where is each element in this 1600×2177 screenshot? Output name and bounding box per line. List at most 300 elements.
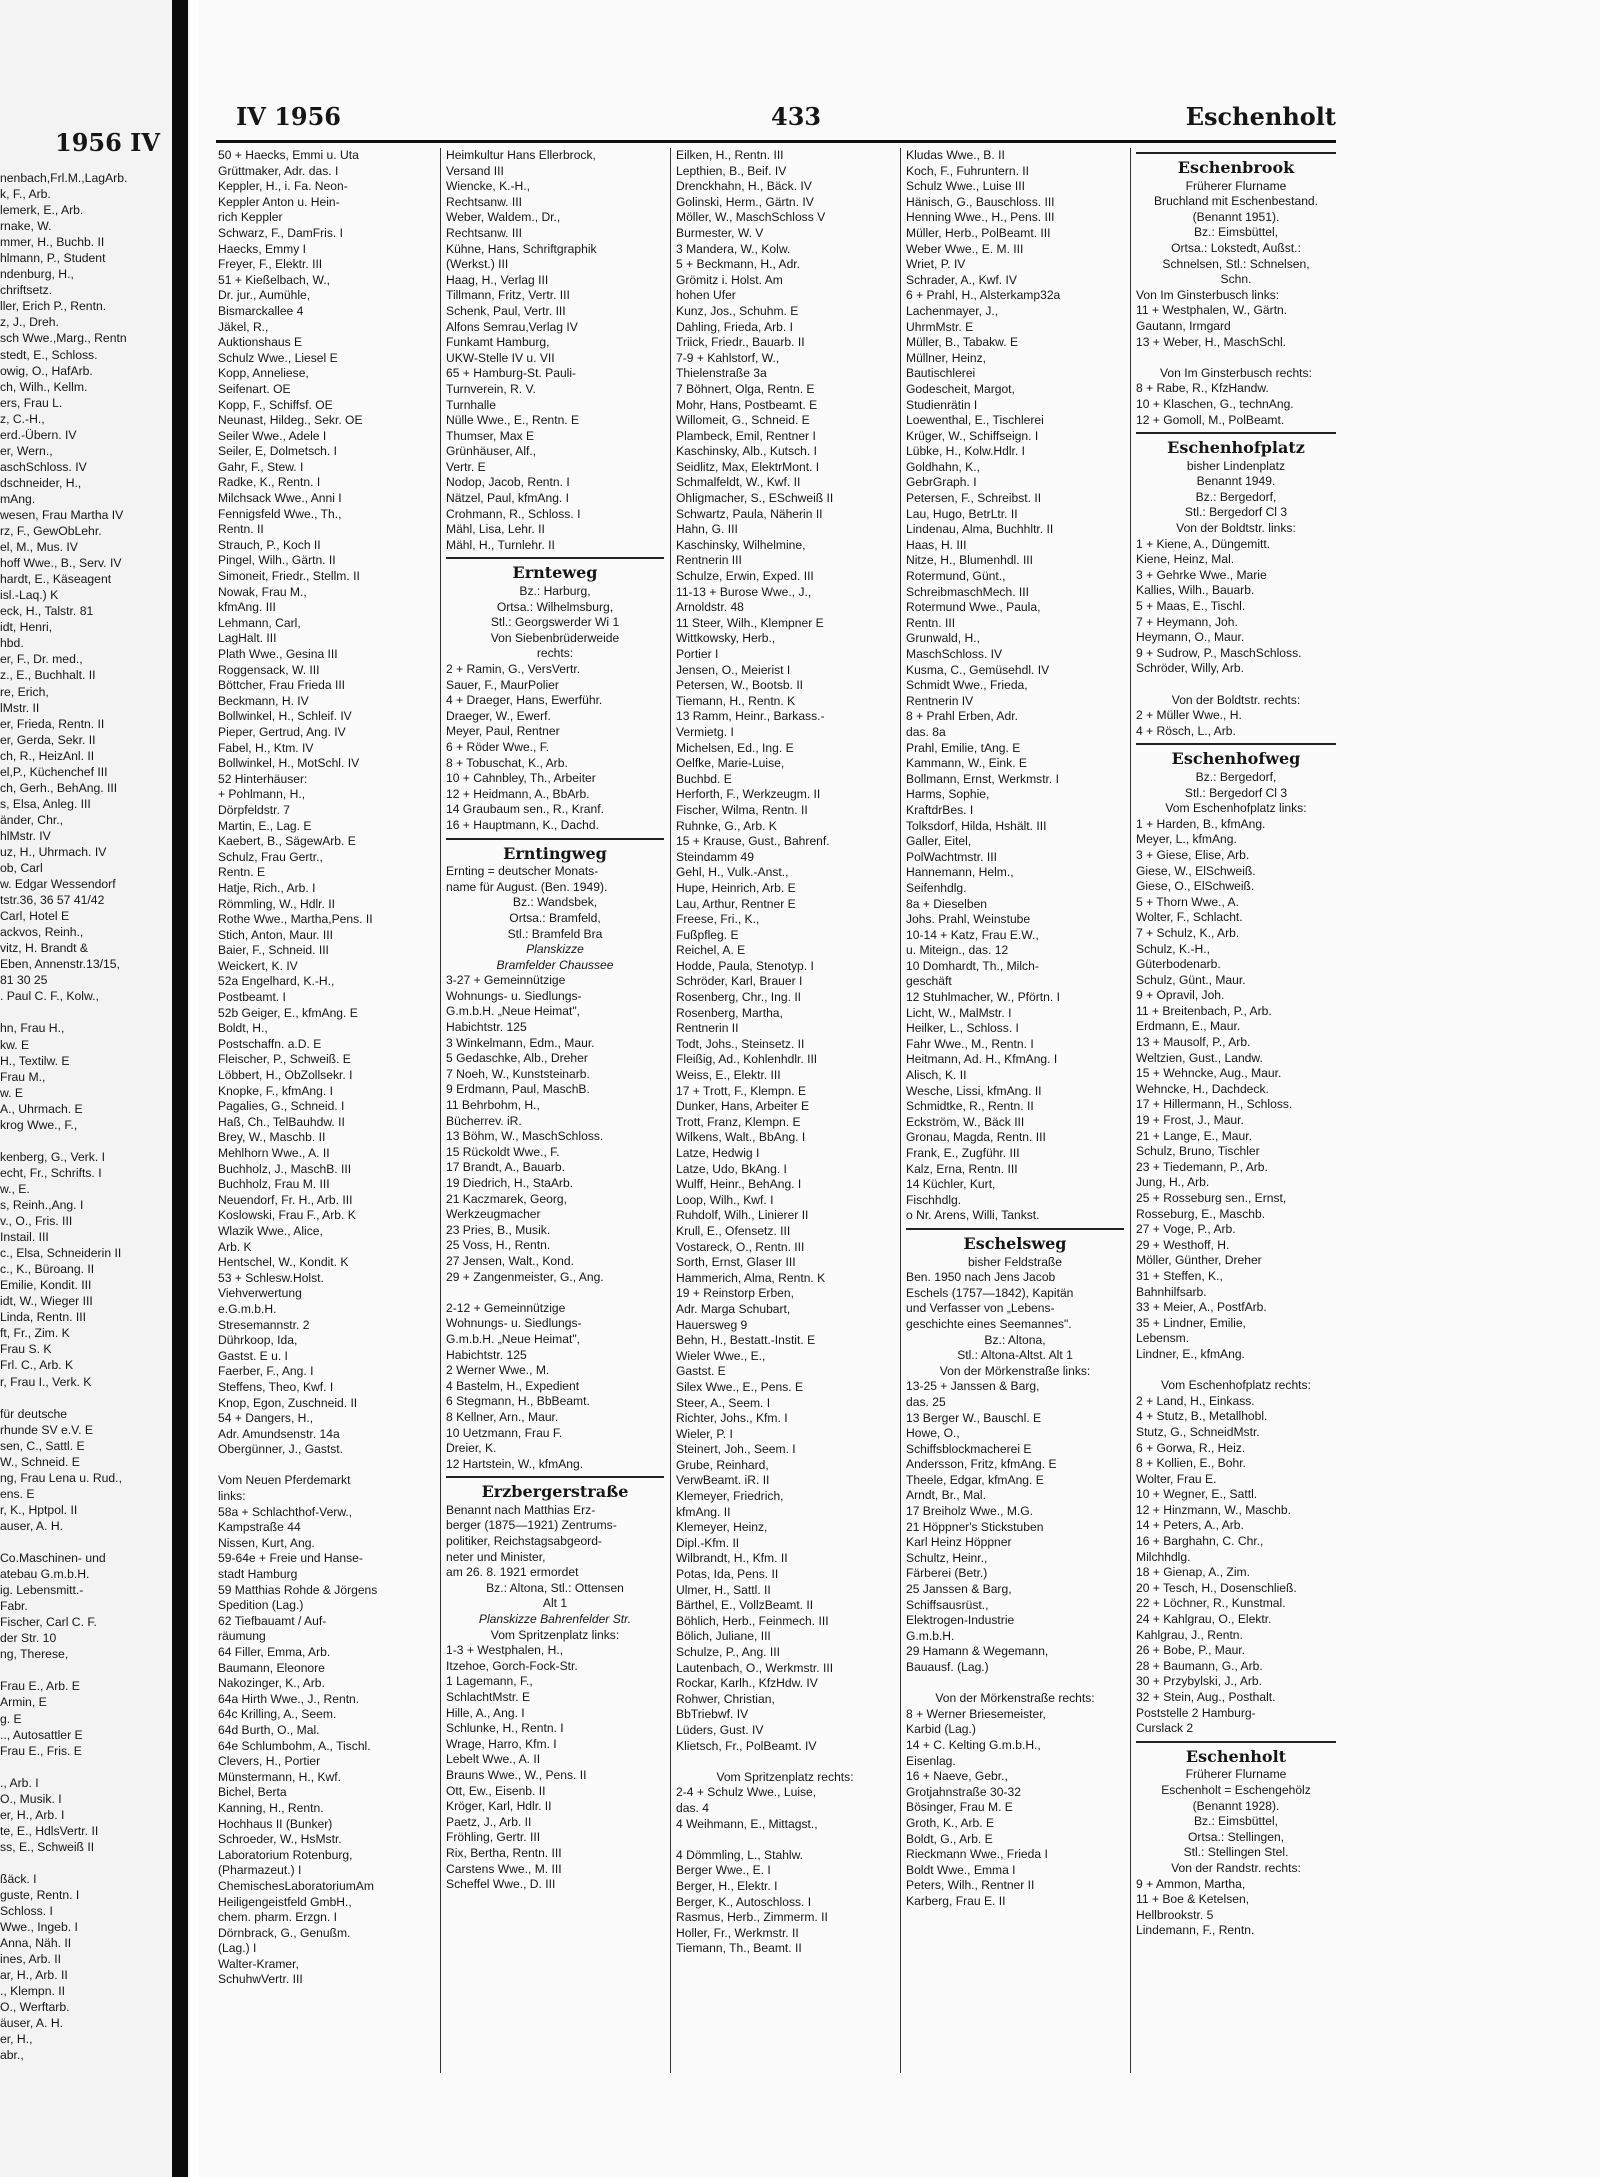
directory-entry: 64e Schlumbohm, A., Tischl. [218, 1738, 371, 1753]
directory-entry: Berger, H., Elektr. I [676, 1878, 778, 1893]
street-info-line: Schn. [1220, 272, 1252, 287]
directory-entry: Kaebert, B., SägewArb. E [218, 834, 356, 849]
directory-entry: 5 + Beckmann, H., Adr. [676, 257, 801, 272]
directory-entry: Bücherrev. iR. [446, 1113, 522, 1128]
left-page-line: z, C.-H., [0, 411, 45, 426]
directory-entry: Eckström, W., Bäck III [906, 1114, 1025, 1129]
directory-entry: Gautann, Irmgard [1136, 318, 1231, 333]
directory-entry: Schiffsblockmacherei E [906, 1441, 1032, 1456]
directory-entry: Gastst. E u. I [218, 1348, 288, 1363]
street-info-line: Stl.: Georgswerder Wi 1 [490, 615, 620, 630]
street-info-line: Bruchland mit Eschenbestand. [1153, 194, 1319, 209]
directory-entry: Dunker, Hans, Arbeiter E [676, 1099, 810, 1114]
directory-entry: Wolter, Frau E. [1136, 1471, 1217, 1486]
directory-entry: Dahling, Frieda, Arb. I [676, 319, 793, 334]
directory-entry: 64 Filler, Emma, Arb. [218, 1645, 331, 1659]
street-heading: Erntingweg [446, 838, 664, 865]
directory-entry: o Nr. Arens, Willi, Tankst. [906, 1208, 1040, 1223]
directory-entry: Burmester, W. V [676, 225, 764, 240]
directory-entry: Alfons Semrau,Verlag IV [446, 319, 578, 334]
street-info-line: (Benannt 1951). [1192, 209, 1280, 224]
directory-entry: Ohligmacher, S., ESchweiß II [676, 491, 834, 506]
left-page-line: ng, Therese, [0, 1647, 69, 1662]
street-info-line: Ortsa.: Wilhelmsburg, [496, 599, 614, 614]
directory-entry: Grunwald, H., [906, 631, 980, 646]
column-1 [218, 148, 436, 2088]
directory-entry: Tolksdorf, Hilda, Hshält. III [906, 818, 1047, 833]
street-info-line: Von Siebenbrüderweide [490, 630, 620, 645]
directory-entry: Vermietg. I [676, 724, 734, 739]
directory-entry: Schmidt Wwe., Frieda, [906, 678, 1028, 693]
directory-entry: Hänisch, G., Bauschloss. III [906, 194, 1055, 209]
directory-entry: 64c Krilling, A., Seem. [218, 1707, 337, 1722]
directory-entry: Schiffsausrüst., [906, 1597, 989, 1612]
left-page-line: auser, A. H. [0, 1518, 64, 1533]
directory-entry: Haag, H., Verlag III [446, 272, 549, 287]
directory-entry: 2 + Müller Wwe., H. [1136, 708, 1242, 723]
directory-entry: 19 + Reinstorp Erben, [676, 1286, 794, 1301]
directory-entry: 23 + Tiedemann, P., Arb. [1136, 1159, 1268, 1174]
directory-entry: 15 + Krause, Gust., Bahrenf. [676, 834, 830, 849]
left-page-line: Co.Maschinen- und [0, 1551, 106, 1566]
street-heading: Eschenholt [1136, 1741, 1336, 1768]
left-page-line: lMstr. II [0, 700, 40, 715]
left-page-line: ch, Gerh., BehAng. III [0, 780, 118, 795]
directory-entry: Carstens Wwe., M. III [446, 1861, 562, 1876]
directory-entry: 35 + Lindner, Emilie, [1136, 1315, 1246, 1330]
directory-entry: Fußpfleg. E [676, 927, 739, 942]
directory-entry: Hille, A., Ang. I [446, 1705, 525, 1720]
directory-entry: Krüger, W., Schiffseign. I [906, 428, 1039, 443]
directory-entry: 53 + Schlesw.Holst. [218, 1270, 324, 1285]
directory-entry: Simoneit, Friedr., Stellm. II [218, 569, 360, 584]
directory-entry: das. 8a [906, 724, 946, 739]
street-info-line: Benannt 1949. [1196, 474, 1276, 489]
column-divider [1130, 148, 1131, 2073]
directory-entry: Rechtsanw. III [446, 194, 522, 209]
directory-entry: 5 Gedaschke, Alb., Dreher [446, 1051, 588, 1066]
left-page-line: erd.-Übern. IV [0, 427, 77, 442]
directory-entry: Thumser, Max E [446, 428, 535, 443]
directory-entry: Tiemann, H., Rentn. K [676, 693, 796, 708]
left-page-line: er, Frieda, Rentn. II [0, 716, 105, 731]
directory-entry: Haas, H. III [906, 537, 967, 552]
left-page-line: änder, Chr., [0, 812, 64, 827]
directory-entry: Müller, Herb., PolBeamt. III [906, 225, 1051, 240]
directory-entry: 21 Höppner's Stickstuben [906, 1519, 1044, 1534]
directory-entry: Dörpfeldstr. 7 [218, 802, 290, 817]
directory-entry: Schulz Wwe., Liesel E [218, 350, 338, 365]
directory-entry: Plath Wwe., Gesina III [218, 647, 338, 661]
directory-entry: Hentschel, W., Kondit. K [218, 1255, 349, 1270]
directory-entry: Turnhalle [446, 397, 496, 412]
directory-entry: Paetz, J., Arb. II [446, 1814, 532, 1829]
directory-entry: Arnoldstr. 48 [676, 600, 744, 615]
left-page-line: r, K., Hptpol. II [0, 1502, 78, 1517]
directory-entry: Boldt Wwe., Emma I [906, 1862, 1016, 1877]
left-page-line: für deutsche [0, 1406, 68, 1421]
directory-entry: G.m.b.H. „Neue Heimat", [446, 1331, 580, 1346]
directory-entry: Böhlich, Herb., Feinmech. III [676, 1613, 829, 1628]
left-page-line: Fischer, Carl C. F. [0, 1615, 97, 1630]
street-info-line: Ortsa.: Bramfeld, [509, 910, 601, 925]
directory-entry: Rentnerin II [676, 1021, 739, 1036]
directory-entry: Prahl, Emilie, tAng. E [906, 740, 1021, 755]
directory-entry: 6 + Gorwa, R., Heiz. [1136, 1440, 1246, 1455]
directory-entry: Herforth, F., Werkzeugm. II [676, 787, 821, 802]
left-page-line: ines, Arb. II [0, 1952, 61, 1967]
directory-entry: Jäkel, R., [218, 319, 269, 334]
directory-entry: 54 + Dangers, H., [218, 1411, 314, 1426]
street-info-line: Bz.: Harburg, [519, 584, 591, 599]
directory-entry: Viehverwertung [218, 1286, 302, 1301]
directory-entry: 10 + Wegner, E., Sattl. [1136, 1487, 1258, 1502]
directory-entry: Bauausf. (Lag.) [906, 1660, 989, 1674]
book-gutter [172, 0, 188, 2177]
left-page-line: s, Reinh.,Ang. I [0, 1198, 84, 1212]
directory-entry: Schulze, Erwin, Exped. III [676, 569, 814, 584]
directory-entry: 19 + Frost, J., Maur. [1136, 1113, 1244, 1128]
directory-entry: Neuendorf, Fr. H., Arb. III [218, 1192, 353, 1207]
directory-entry: Pingel, Wilh., Gärtn. II [218, 553, 336, 568]
directory-entry: Hupe, Heinrich, Arb. E [676, 880, 796, 895]
directory-entry: Seifenhdlg. [906, 880, 967, 895]
directory-entry: 7 Noeh, W., Kunststeinarb. [446, 1066, 590, 1081]
directory-entry: Rockar, Karlh., KfzHdw. IV [676, 1676, 818, 1691]
directory-entry: Milchsack Wwe., Anni I [218, 491, 342, 506]
directory-entry: 16 + Hauptmann, K., Dachd. [446, 817, 599, 832]
directory-entry: 11 + Breitenbach, P., Arb. [1136, 1003, 1272, 1018]
directory-entry: Mehlhorn Wwe., A. II [218, 1146, 330, 1160]
directory-entry: Weltzien, Gust., Landw. [1136, 1050, 1263, 1065]
left-page-line: hlMstr. IV [0, 828, 51, 843]
left-page-line: r, Frau I., Verk. K [0, 1374, 92, 1389]
directory-entry: Wohnungs- u. Siedlungs- [446, 988, 582, 1003]
directory-entry: Steffens, Theo, Kwf. I [218, 1379, 334, 1394]
directory-entry: Triick, Friedr., Bauarb. II [676, 335, 805, 350]
directory-entry: 10 Domhardt, Th., Milch- [906, 958, 1039, 973]
directory-entry: Kopp, F., Schiffsf. OE [218, 397, 333, 412]
left-page-line: w. E [0, 1085, 24, 1100]
directory-entry: 10-14 + Katz, Frau E.W., [906, 927, 1039, 942]
directory-entry: geschäft [906, 974, 952, 989]
directory-entry: Rothe Wwe., Martha,Pens. II [218, 912, 373, 927]
street-info-line: (Benannt 1928). [1192, 1798, 1280, 1813]
directory-entry: Kalz, Erna, Rentn. III [906, 1161, 1018, 1176]
directory-entry: Karberg, Frau E. II [906, 1893, 1006, 1908]
left-page-line: er, F., Dr. med., [0, 652, 83, 667]
directory-entry: Löbbert, H., ObZollsekr. I [218, 1068, 353, 1083]
left-page-line: . Paul C. F., Kolw., [0, 989, 99, 1004]
directory-entry: Haecks, Emmy I [218, 241, 307, 256]
directory-entry: Nakozinger, K., Arb. [218, 1676, 325, 1691]
directory-entry: Fröhling, Gertr. III [446, 1830, 541, 1845]
directory-entry: 25 Janssen & Barg, [906, 1582, 1012, 1597]
left-page-line: ss, E., Schweiß II [0, 1839, 95, 1854]
directory-entry: Hammerich, Alma, Rentn. K [676, 1270, 826, 1285]
directory-entry: Harms, Sophie, [906, 787, 990, 802]
directory-entry: Loewenthal, E., Tischlerei [906, 413, 1044, 428]
directory-entry: Frank, E., Zugführ. III [906, 1146, 1020, 1160]
directory-entry: Hochhaus II (Bunker) [218, 1816, 333, 1831]
left-page-line: z, J., Dreh. [0, 315, 59, 330]
left-page-line: er, Gerda, Sekr. II [0, 732, 96, 747]
directory-entry: 5 + Thorn Wwe., A. [1136, 894, 1239, 909]
directory-entry: 6 + Prahl, H., Alsterkamp32a [906, 288, 1061, 303]
directory-entry: Goldhahn, K., [906, 459, 980, 474]
left-page-fragment [0, 0, 190, 2177]
directory-entry: 8 + Tobuschat, K., Arb. [446, 755, 568, 770]
directory-entry: 65 + Hamburg-St. Pauli- [446, 366, 577, 381]
directory-entry: Freyer, F., Elektr. III [218, 257, 323, 272]
column-divider [670, 148, 671, 2073]
street-info-line: Bz.: Altona, Stl.: Ottensen [486, 1580, 624, 1595]
directory-entry: Petersen, F., Schreibst. II [906, 491, 1042, 506]
left-page-line [0, 1534, 168, 1550]
directory-entry: Roggensack, W. III [218, 662, 320, 677]
directory-entry: 13 + Mausolf, P., Arb. [1136, 1035, 1251, 1050]
directory-entry: 52b Geiger, E., kfmAng. E [218, 1005, 358, 1020]
street-info-line: bisher Feldstraße [967, 1254, 1063, 1269]
directory-entry: Grömitz i. Holst. Am [676, 272, 783, 287]
directory-entry: 13-25 + Janssen & Barg, [906, 1379, 1040, 1394]
directory-entry: Groth, K., Arb. E [906, 1815, 995, 1830]
directory-entry: 12 + Hinzmann, W., Maschb. [1136, 1502, 1291, 1517]
directory-entry: Lebelt Wwe., A. II [446, 1752, 541, 1767]
plan-sketch-note: Planskizze Bahrenfelder Str. [478, 1612, 632, 1627]
left-page-line: er, Wern., [0, 443, 53, 458]
column-5 [1136, 148, 1336, 2088]
directory-entry: Benannt nach Matthias Erz- [446, 1502, 596, 1517]
directory-entry: Silex Wwe., E., Pens. E [676, 1379, 804, 1394]
street-info-line: Ortsa.: Stellingen, [1187, 1829, 1285, 1844]
directory-entry: 13 Ramm, Heinr., Barkass.- [676, 709, 825, 724]
directory-entry: Crohmann, R., Schloss. I [446, 506, 581, 521]
directory-entry: Rosenberg, Chr., Ing. II [676, 990, 802, 1005]
left-page-line [0, 1855, 168, 1871]
directory-entry: Rotermund Wwe., Paula, [906, 600, 1041, 615]
directory-entry: Eisenlag. [906, 1753, 956, 1768]
directory-entry: Mohr, Hans, Postbeamt. E [676, 397, 818, 412]
directory-entry: Rentn. II [218, 522, 264, 537]
directory-entry: Todt, Johs., Steinsetz. II [676, 1036, 805, 1051]
left-page-line: z., E., Buchhalt. II [0, 668, 96, 683]
directory-entry: 58a + Schlachthof-Verw., [218, 1504, 353, 1519]
directory-entry: Lepthien, B., Beif. IV [676, 163, 787, 178]
directory-entry: Karbid (Lag.) [906, 1722, 976, 1737]
directory-entry: (Werkst.) III [446, 257, 509, 272]
directory-entry: Mähl, H., Turnlehr. II [446, 537, 555, 552]
left-page-line: ig. Lebensmitt.- [0, 1583, 84, 1598]
street-info-line: Früherer Flurname [1185, 178, 1287, 193]
directory-entry: Schlunke, H., Rentn. I [446, 1721, 564, 1736]
directory-entry: 22 + Löchner, R., Kunstmal. [1136, 1596, 1286, 1611]
street-info-line: Von der Mörkenstraße links: [939, 1363, 1091, 1378]
left-page-line: rnake, W. [0, 219, 52, 234]
directory-entry: GebrGraph. I [906, 475, 977, 490]
directory-entry: Howe, O., [906, 1426, 960, 1441]
directory-entry: 4 Weihmann, E., Mittagst., [676, 1816, 818, 1831]
directory-entry: Kusma, C., Gemüsehdl. IV [906, 662, 1050, 677]
directory-entry: Berger, K., Autoschloss. I [676, 1894, 812, 1909]
directory-entry: Dührkoop, Ida, [218, 1333, 298, 1348]
directory-entry: 59 Matthias Rohde & Jörgens [218, 1582, 378, 1597]
directory-entry: Latze, Hedwig I [676, 1146, 760, 1160]
street-info-line: Stl.: Stellingen Stel. [1183, 1845, 1289, 1860]
directory-entry: G.m.b.H. [906, 1628, 955, 1643]
directory-entry: Clevers, H., Portier [218, 1754, 321, 1769]
directory-entry: Bismarckallee 4 [218, 303, 304, 318]
directory-entry: Jensen, O., Meierist I [676, 662, 791, 677]
directory-entry: G.m.b.H. „Neue Heimat", [446, 1004, 580, 1019]
directory-entry: 4 Dömmling, L., Stahlw. [676, 1847, 804, 1862]
directory-entry: Obergünner, J., Gastst. [218, 1442, 344, 1457]
directory-entry: Lebensm. [1136, 1331, 1190, 1346]
directory-entry: Koslowski, Frau F., Arb. K [218, 1208, 356, 1223]
street-info-line: Bz.: Eimsbüttel, [1193, 225, 1278, 240]
left-page-line: Instail. III [0, 1230, 49, 1245]
left-page-line: Frau S. K [0, 1342, 52, 1357]
directory-entry: 7 Böhnert, Olga, Rentn. E [676, 381, 815, 396]
directory-entry: Boldt, G., Arb. E [906, 1831, 993, 1846]
directory-entry: Eilken, H., Rentn. III [676, 148, 784, 162]
directory-entry: Sauer, F., MaurPolier [446, 677, 559, 692]
directory-entry: Godescheit, Margot, [906, 381, 1015, 396]
directory-entry: Kludas Wwe., B. II [906, 148, 1005, 162]
directory-entry: Draeger, W., Ewerf. [446, 708, 551, 723]
left-page-line: hbd. [0, 636, 24, 651]
directory-entry: Potas, Ida, Pens. II [676, 1567, 779, 1582]
directory-entry: 3-27 + Gemeinnützige [446, 973, 566, 988]
directory-entry: Trott, Franz, Klempn. E [676, 1114, 801, 1129]
directory-entry: Kopp, Anneliese, [218, 366, 309, 381]
directory-entry: Peters, Wilh., Rentner II [906, 1878, 1035, 1893]
directory-entry: Bärthel, E., VollzBeamt. II [676, 1598, 814, 1613]
directory-entry: 6 + Röder Wwe., F. [446, 739, 550, 754]
left-page-line: ens. E [0, 1486, 35, 1501]
directory-entry: 10 + Cahnbley, Th., Arbeiter [446, 771, 596, 786]
street-info-line: Von der Boldtstr. rechts: [1171, 692, 1301, 707]
street-info-line: Von der Randstr. rechts: [1171, 1860, 1301, 1875]
street-info-line: Bz.: Eimsbüttel, [1193, 1814, 1278, 1829]
spacer [1136, 1363, 1336, 1379]
left-page-line: atebau G.m.b.H. [0, 1567, 90, 1582]
directory-entry: Färberei (Betr.) [906, 1566, 988, 1581]
directory-entry: 1 + Kiene, A., Düngemitt. [1136, 536, 1271, 551]
directory-entry: 29 Hamann & Wegemann, [906, 1644, 1049, 1659]
directory-entry: Golinski, Herm., Gärtn. IV [676, 194, 814, 209]
directory-entry: 52a Engelhard, K.-H., [218, 974, 335, 989]
directory-entry: Oelfke, Marie-Luise, [676, 756, 785, 771]
directory-entry: 8 + Rabe, R., KfzHandw. [1136, 381, 1269, 396]
left-page-line: sen, C., Sattl. E [0, 1438, 85, 1453]
spacer [676, 1754, 894, 1770]
directory-entry: Wlazik Wwe., Alice, [218, 1223, 323, 1238]
directory-entry: Seiler, E, Dolmetsch. I [218, 444, 337, 459]
street-info-line: Von Im Ginsterbusch rechts: [1160, 365, 1312, 380]
directory-entry: Steindamm 49 [676, 849, 754, 864]
directory-entry: Nowak, Frau M., [218, 584, 307, 599]
directory-entry: Studienrätin I [906, 397, 978, 412]
directory-entry: 21 + Lange, E., Maur. [1136, 1128, 1252, 1143]
street-info-line: Bz.: Bergedorf, [1195, 489, 1277, 504]
directory-entry: 30 + Przybylski, J., Arb. [1136, 1674, 1263, 1689]
left-page-line: .., Autosattler E [0, 1727, 83, 1742]
directory-entry: Ulmer, H., Sattl. II [676, 1582, 771, 1597]
directory-entry: 3 Mandera, W., Kolw. [676, 241, 791, 256]
left-page-line: Fabr. [0, 1599, 28, 1614]
page-header [216, 100, 1336, 143]
left-page-line: ob, Carl [0, 861, 43, 876]
street-info-line: Ortsa.: Lokstedt, Außst.: [1171, 240, 1301, 255]
directory-entry: Thielenstraße 3a [676, 366, 767, 381]
street-heading: Eschenhofplatz [1136, 432, 1336, 459]
left-page-line: nenbach,Frl.M.,LagArb. [0, 171, 128, 185]
left-page-line: O., Musik. I [0, 1791, 62, 1806]
column-2 [446, 148, 664, 2088]
directory-entry: Kahlgrau, J., Rentn. [1136, 1627, 1243, 1642]
directory-entry: Rotermund, Günt., [906, 569, 1006, 584]
directory-entry: 12 Hartstein, W., kfmAng. [446, 1456, 584, 1471]
directory-entry: Kammann, W., Eink. E [906, 756, 1027, 771]
directory-entry: 2 + Land, H., Einkass. [1136, 1393, 1255, 1408]
directory-entry: Laboratorium Rotenburg, [218, 1847, 353, 1862]
left-page-line: Armin, E [0, 1695, 47, 1710]
directory-entry: 7-9 + Kahlstorf, W., [676, 350, 780, 365]
left-page-line: Frl. C., Arb. K [0, 1358, 74, 1373]
directory-entry: Erdmann, E., Maur. [1136, 1019, 1241, 1034]
directory-entry: Gahr, F., Stew. I [218, 459, 304, 474]
directory-entry: Rentnerin IV [906, 693, 974, 708]
directory-entry: Müllner, Heinz, [906, 350, 986, 365]
directory-entry: 7 + Schulz, K., Arb. [1136, 925, 1240, 940]
street-info-line: Von der Mörkenstraße rechts: [935, 1691, 1095, 1706]
left-page-line [0, 1133, 168, 1149]
directory-entry: Münstermann, H., Kwf. [218, 1769, 341, 1784]
directory-entry: Grube, Reinhard, [676, 1457, 769, 1472]
directory-entry: Klemeyer, Heinz, [676, 1520, 768, 1535]
directory-entry: 4 + Stutz, B., Metallhobl. [1136, 1409, 1268, 1424]
directory-entry: 9 + Ammon, Martha, [1136, 1876, 1246, 1891]
directory-entry: Römmling, W., Hdlr. II [218, 896, 335, 911]
directory-entry: Möller, Günther, Dreher [1136, 1253, 1262, 1268]
left-page-line: sch Wwe.,Marg., Rentn [0, 331, 127, 346]
street-heading: Eschelsweg [906, 1228, 1124, 1255]
directory-entry: und Verfasser von „Lebens- [906, 1301, 1055, 1316]
directory-entry: Arndt, Br., Mal. [906, 1488, 986, 1503]
directory-entry: Wehncke, H., Dachdeck. [1136, 1081, 1269, 1096]
directory-entry: Wieler, P. I [676, 1426, 733, 1441]
directory-entry: Grünhäuser, Alf., [446, 444, 537, 459]
directory-entry: Wilbrandt, H., Kfm. II [676, 1551, 788, 1566]
street-info-line: Bz.: Wandsbek, [512, 895, 598, 910]
left-page-line: stedt, E., Schloss. [0, 347, 98, 362]
directory-entry: Wrage, Harro, Kfm. I [446, 1736, 557, 1751]
left-page-line: el, M., Mus. IV [0, 540, 78, 555]
left-page-line: Frau M., [0, 1069, 46, 1084]
directory-entry: Schulz Wwe., Luise III [906, 179, 1025, 194]
directory-entry: Dipl.-Kfm. II [676, 1535, 740, 1550]
left-page-line: rhunde SV e.V. E [0, 1422, 94, 1437]
directory-entry: das. 25 [906, 1394, 946, 1409]
left-page-line: ch, Wilh., Kellm. [0, 379, 88, 394]
directory-entry: das. 4 [676, 1800, 709, 1815]
directory-entry: Stutz, G., SchneidMstr. [1136, 1424, 1260, 1439]
street-heading: Eschenbrook [1136, 152, 1336, 179]
directory-entry: 33 + Meier, A., PostfArb. [1136, 1300, 1267, 1315]
directory-entry: 14 Graubaum sen., R., Kranf. [446, 802, 604, 817]
directory-entry: Schulze, P., Ang. III [676, 1645, 780, 1659]
